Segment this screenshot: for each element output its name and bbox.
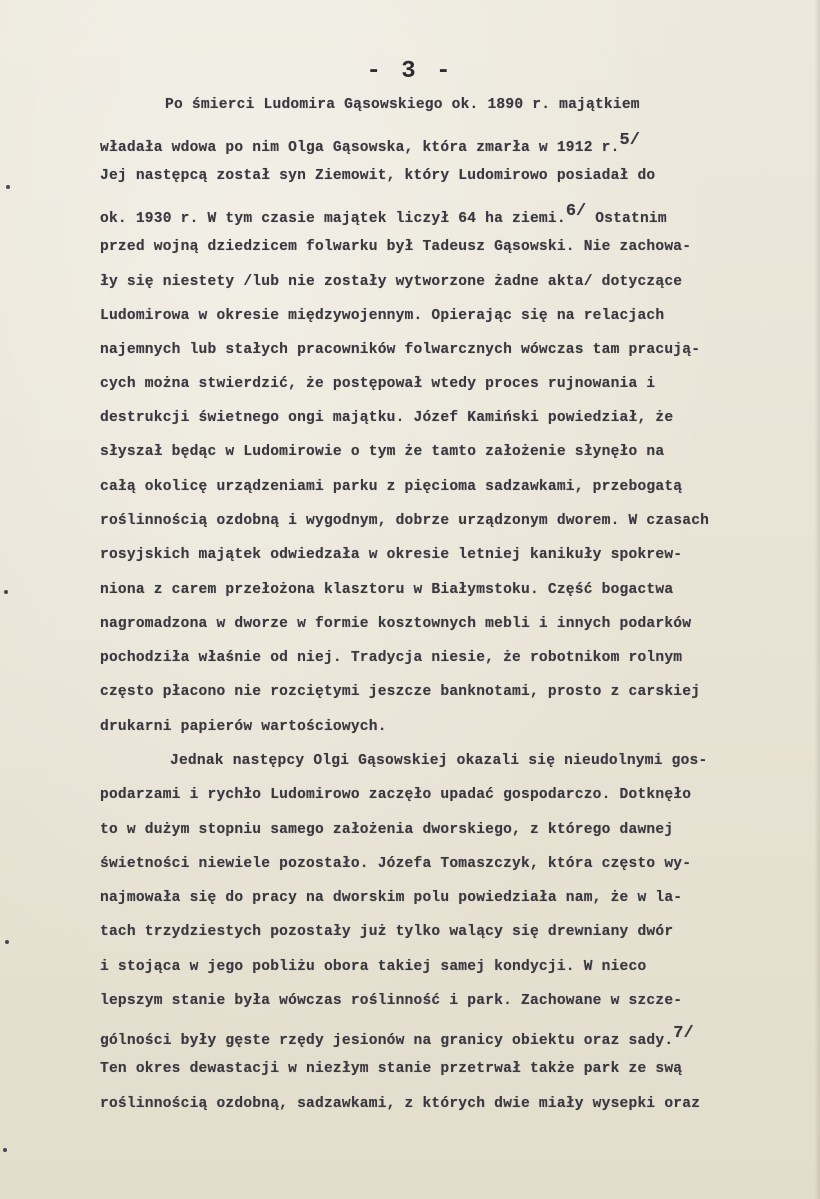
text-line: rosyjskich majątek odwiedzała w okresie letniej kanikuły spokrew- — [100, 547, 683, 563]
text-line-content: Ostatnim — [595, 211, 667, 227]
page-edge-shadow — [814, 0, 820, 1199]
text-line: Jej następcą został syn Ziemowit, który Ludomirowo posiadał do — [100, 168, 656, 184]
text-line: nagromadzona w dworze w formie kosztownych mebli i innych podarków — [100, 616, 692, 632]
text-line-content: ok. 1930 r. W tym czasie majątek liczył 64 ha ziemi. — [100, 211, 566, 227]
text-line: niona z carem przełożona klasztoru w Białymstoku. Część bogactwa — [100, 582, 674, 598]
text-line — [100, 202, 667, 229]
text-line: ły się niestety /lub nie zostały wytworzone żadne akta/ dotyczące — [100, 274, 683, 290]
text-line: Ten okres dewastacji w niezłym stanie przetrwał także park ze swą — [100, 1061, 683, 1077]
text-line: często płacono nie rozciętymi jeszcze banknotami, prosto z carskiej — [100, 684, 701, 700]
text-line: lepszym stanie była wówczas roślinność i park. Zachowane w szcze- — [100, 993, 683, 1009]
text-line: najmowała się do pracy na dworskim polu powiedziała nam, że w la- — [100, 890, 683, 906]
footnote-ref: 7/ — [673, 1024, 694, 1043]
punch-hole-mark — [6, 185, 10, 189]
text-line: destrukcji świetnego ongi majątku. Józef Kamiński powiedział, że — [100, 410, 674, 426]
text-line: tach trzydziestych pozostały już tylko walący się drewniany dwór — [100, 924, 674, 940]
footnote-ref: 6/ — [565, 202, 587, 221]
punch-hole-mark — [5, 940, 9, 944]
text-line: to w dużym stopniu samego założenia dworskiego, z którego dawnej — [100, 822, 674, 838]
text-line: Ludomirowa w okresie międzywojennym. Opierając się na relacjach — [100, 308, 665, 324]
text-line: Jednak następcy Olgi Gąsowskiej okazali się nieudolnymi gos- — [170, 753, 708, 769]
text-line-content: gólności były gęste rzędy jesionów na granicy obiektu oraz sady. — [100, 1033, 674, 1049]
text-line: całą okolicę urządzeniami parku z pięcioma sadzawkami, przebogatą — [100, 479, 683, 495]
text-line: cych można stwierdzić, że postępował wtedy proces rujnowania i — [100, 376, 656, 392]
text-line — [100, 1024, 694, 1051]
text-line: przed wojną dziedzicem folwarku był Tadeusz Gąsowski. Nie zachowa- — [100, 239, 692, 255]
punch-hole-mark — [3, 1148, 7, 1152]
footnote-ref: 5/ — [619, 131, 640, 150]
text-line: świetności niewiele pozostało. Józefa Tomaszczyk, która często wy- — [100, 856, 692, 872]
text-line: słyszał będąc w Ludomirowie o tym że tamto założenie słynęło na — [100, 444, 665, 460]
text-line: drukarni papierów wartościowych. — [100, 719, 387, 735]
text-line: roślinnością ozdobną i wygodnym, dobrze urządzonym dworem. W czasach — [100, 513, 710, 529]
punch-hole-mark — [4, 590, 8, 594]
text-line: podarzami i rychło Ludomirowo zaczęło upadać gospodarczo. Dotknęło — [100, 787, 692, 803]
text-line: pochodziła właśnie od niej. Tradycja niesie, że robotnikom rolnym — [100, 650, 683, 666]
text-line: i stojąca w jego pobliżu obora takiej samej kondycji. W nieco — [100, 959, 647, 975]
text-line-content: władała wdowa po nim Olga Gąsowska, która zmarła w 1912 r. — [100, 140, 620, 156]
page-number: - 3 - — [366, 58, 454, 85]
text-line: najemnych lub stałych pracowników folwarcznych wówczas tam pracują- — [100, 342, 701, 358]
text-line — [100, 131, 640, 158]
text-line: Po śmierci Ludomira Gąsowskiego ok. 1890 r. majątkiem — [165, 97, 640, 113]
text-line: roślinnością ozdobną, sadzawkami, z których dwie miały wysepki oraz — [100, 1096, 701, 1112]
